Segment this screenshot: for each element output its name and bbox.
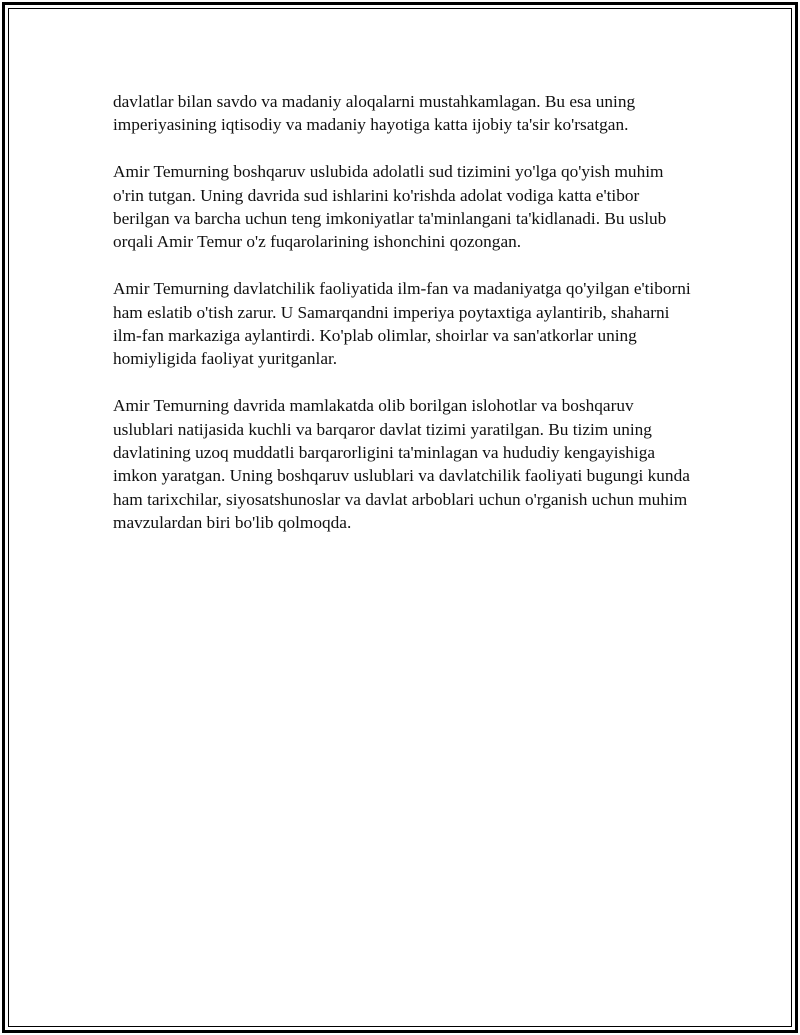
paragraph-justice-system: Amir Temurning boshqaruv uslubida adolatli sud tizimini yo'lga qo'yish muhim o'rin tutgan. Uning davrida sud ishlarini ko'rishda adolat vodiga katta e'tibor berilgan va barcha uchun teng imkoniyatlar ta'minlangani ta'kidlanadi. Bu uslub orqali Amir Temur o'z fuqarolarining ishonchini qozongan.	[113, 162, 667, 252]
paragraph-science-culture: Amir Temurning davlatchilik faoliyatida ilm-fan va madaniyatga qo'yilgan e'tiborni ham eslatib o'tish zarur. U Samarqandni imperiya poytaxtiga aylantirib, shaharni ilm-fan markaziga aylantirdi. Ko'plab olimlar, shoirlar va san'atkorlar uning homiyligida faoliyat yuritganlar.	[113, 279, 691, 369]
paragraph-reforms: Amir Temurning davrida mamlakatda olib borilgan islohotlar va boshqaruv uslublari natijasida kuchli va barqaror davlat tizimi yaratilgan. Bu tizim uning davlatining uzoq muddatli barqarorligini ta'minlagan va hududiy kengayishiga imkon yaratgan. Uning boshqaruv uslublari va davlatchilik faoliyati bugungi kunda ham tarixchilar, siyosatshunoslar va davlat arboblari uchun o'rganish uchun muhim mavzulardan biri bo'lib qolmoqda.	[113, 396, 690, 533]
paragraph-trade-relations: davlatlar bilan savdo va madaniy aloqalarni mustahkamlagan. Bu esa uning imperiyasining iqtisodiy va madaniy hayotiga katta ijobiy ta'sir ko'rsatgan.	[113, 92, 636, 135]
document-body	[113, 90, 693, 558]
